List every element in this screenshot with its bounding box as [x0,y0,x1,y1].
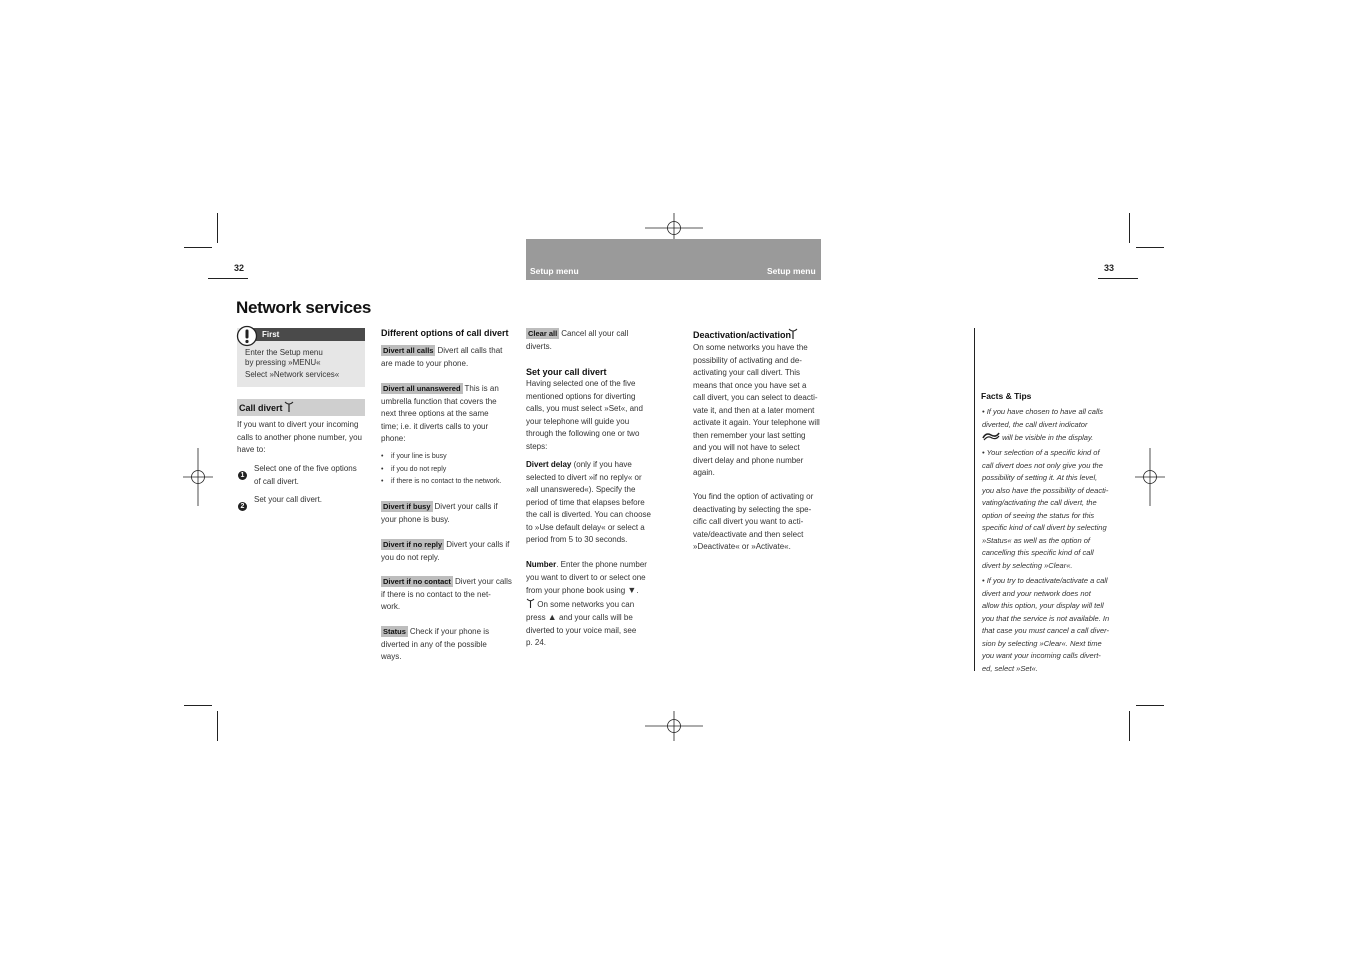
paragraph-line: period from 5 to 30 seconds. [526,535,628,544]
page-number-rule [208,278,248,279]
option-text: Divert your calls if [446,540,510,549]
registration-mark-bottom [645,711,703,741]
network-antenna-icon [526,598,535,608]
option-text: diverted in any of the possible [381,639,487,649]
option-divert-if-no-contact [381,576,516,614]
header-right-label: Setup menu [767,266,816,276]
tip-line: you that the service is not available. In [982,613,1110,623]
call-divert-intro-line: If you want to divert your incoming [237,420,359,429]
paragraph-line: activating your call divert. This [693,368,801,377]
bullet-list [381,451,516,489]
paragraph-line: On some networks you have the [693,343,808,352]
paragraph-line: vate/deactivate and then select [693,529,804,539]
first-line-3: Select »Network services« [245,370,340,379]
paragraph-line: again. [693,468,715,477]
crop-mark [217,711,218,741]
step-number-icon: 1 [238,471,247,480]
call-divert-heading: Call divert [239,403,283,413]
option-text: Cancel all your call [561,329,629,338]
option-text: This is an [464,384,499,393]
tip-line: divert and your network does not [982,588,1091,598]
page-title: Network services [236,298,372,317]
list-item-text: if you do not reply [391,465,447,473]
tip-line: • Your selection of a specific kind of [982,448,1100,457]
call-divert-indicator-icon [982,431,1000,441]
tip-line: allow this option, your display will tell [982,601,1104,610]
arrow-up-icon: ▲ [547,612,557,622]
option-text: you do not reply. [381,552,440,562]
paragraph-line: deactivating by selecting the spe- [693,504,812,514]
step-1-line: of call divert. [254,476,299,486]
option-text: umbrella function that covers the [381,396,497,406]
first-line-1: Enter the Setup menu [245,348,323,357]
crop-mark [1129,213,1130,243]
tip-line: you also have the possibility of deacti- [982,485,1109,495]
paragraph-line: Having selected one of the five [526,379,636,388]
number-paragraph: Number. Enter the phone number you want to divert to or select one from your phone book using ▼. On some networks you can press ▲ and your calls will be diverted to your voice mail, see p. 24. [526,559,656,650]
paragraph-line: then remember your last setting [693,430,806,440]
registration-mark-left [183,448,213,506]
call-divert-intro-line: calls to another phone number, you [237,432,362,442]
paragraph-line: cific call divert you want to acti- [693,517,804,526]
tip-line: • If you have chosen to have all calls [982,407,1104,416]
paragraph-line: »all unanswered«). Specify the [526,485,636,494]
option-text: Divert all calls that [437,346,503,355]
number-label: Number [526,560,557,569]
option-tag: Divert all unanswered [383,384,461,393]
tip-line: divert by selecting »Clear«. [982,560,1073,570]
option-text: next three options at the same [381,409,489,418]
option-tag: Divert if busy [383,502,431,511]
option-divert-if-no-reply [381,539,516,564]
arrow-down-icon: ▼ [627,585,637,595]
paragraph-line: mentioned options for diverting [526,391,636,401]
tip-line: ed, select »Set«. [982,663,1038,673]
option-text: if there is no contact to the net- [381,589,491,599]
tip-line: that case you must cancel a call diver- [982,626,1110,635]
option-text: your phone is busy. [381,514,450,524]
tip-line: »Status« as well as the option of [982,535,1090,545]
tip-line: specific kind of call divert by selecting [982,523,1107,532]
option-text: phone: [381,434,406,443]
header-left-label: Setup menu [530,266,579,276]
option-divert-if-busy [381,501,516,526]
step-1-number [238,464,247,482]
paragraph-line: On some networks you can [537,599,635,609]
tip-3 [982,575,1117,675]
paragraph-line: from your phone book using [526,586,626,595]
option-tag: Divert if no contact [383,577,451,586]
tip-line: possibility of setting it. At this level, [982,473,1098,482]
paragraph-line: press [526,613,546,622]
call-divert-intro-line: have to: [237,445,266,454]
first-line-2: by pressing »MENU« [245,358,321,367]
list-item: • if there is no contact to the network. [381,478,502,485]
facts-heading: Facts & Tips [981,391,1032,401]
tip-line: • If you try to deactivate/activate a call [982,576,1108,585]
call-divert-intro [237,419,362,457]
list-item-text: if your line is busy [391,453,447,460]
crop-mark [217,213,218,243]
exclamation-icon [236,325,258,347]
option-tag: Divert all calls [383,346,434,355]
list-item: • if you do not reply [381,465,447,473]
step-1-text [254,463,357,488]
crop-mark [1136,247,1164,248]
paragraph-line: divert delay and phone number [693,455,804,465]
deactivation-paragraph-2 [693,491,828,554]
paragraph-line: You find the option of activating or [693,492,814,501]
step-number-icon: 2 [238,502,247,511]
option-status [381,626,516,664]
paragraph-line: period of time that elapses before [526,497,645,507]
option-text: are made to your phone. [381,358,469,368]
crop-mark [184,247,212,248]
deactivation-heading: Deactivation/activation [693,330,792,340]
paragraph-line: and your calls will be [558,613,633,622]
network-antenna-icon [284,401,294,413]
option-divert-all-calls [381,345,516,370]
crop-mark [1136,705,1164,706]
step-2-number [238,495,247,513]
paragraph-line: your telephone will guide you [526,416,630,426]
crop-mark [1129,711,1130,741]
option-tag: Status [383,627,406,636]
facts-divider [974,328,975,671]
step-1-line: Select one of the five options [254,464,357,473]
tip-line: vating/activating the call divert, the [982,498,1097,507]
first-label: First [262,330,280,339]
list-item: • if your line is busy [381,453,447,460]
option-text: work. [381,602,401,611]
tip-line: will be visible in the display. [1002,433,1094,442]
page-number-right: 33 [1104,263,1115,273]
step-2-text: Set your call divert. [254,495,323,504]
option-tag: Divert if no reply [383,540,443,549]
option-divert-all-unanswered [381,383,516,446]
option-text: ways. [381,652,402,661]
paragraph-line: selected to divert »if no reply« or [526,472,642,482]
paragraph-line: p. 24. [526,638,547,647]
tip-1 [982,406,1117,445]
options-heading: Different options of call divert [381,328,509,338]
option-text: Check if your phone is [409,627,490,636]
paragraph-line: steps: [526,441,548,451]
option-text: diverts. [526,341,552,351]
tip-line: you want your incoming calls divert- [982,651,1101,660]
paragraph-line: call divert, you can select to deacti- [693,393,818,402]
paragraph-line: calls, you must select »Set«, and [526,404,643,413]
paragraph-line: and you will not have to select [693,443,800,452]
divert-delay-label: Divert delay [526,460,572,469]
page-number-rule [1098,278,1138,279]
divert-delay-paragraph [526,459,656,547]
tip-line: sion by selecting »Clear«. Next time [982,638,1102,648]
paragraph-line: you want to divert to or select one [526,572,646,582]
network-antenna-icon [788,328,798,340]
option-text: time; i.e. it diverts calls to your [381,421,489,431]
option-clear-all [526,328,656,353]
paragraph-line: to »Use default delay« or select a [526,522,645,532]
paragraph-line: through the following one or two [526,429,640,438]
tip-line: option of seeing the status for this [982,510,1095,520]
paragraph-line: means that once you have set a [693,380,807,390]
option-tag: Clear all [528,329,558,338]
deactivation-paragraph-1 [693,342,828,480]
paragraph-line: activate it again. Your telephone will [693,418,820,427]
paragraph-line: diverted to your voice mail, see [526,625,637,635]
set-divert-heading: Set your call divert [526,367,607,377]
tip-line: cancelling this specific kind of call [982,548,1094,557]
paragraph-line: . Enter the phone number [556,560,647,569]
option-text: Divert your calls if [434,502,498,511]
option-text: Divert your calls [454,577,512,586]
paragraph-line: (only if you have [573,460,632,469]
paragraph-line: possibility of activating and de- [693,355,802,365]
paragraph-line: vate it, and then at a later moment [693,405,815,415]
paragraph-line: the call is diverted. You can choose [526,510,651,519]
tip-line: diverted, the call divert indicator [982,419,1088,429]
crop-mark [184,705,212,706]
page-number-left: 32 [234,263,245,273]
set-divert-paragraph [526,378,656,453]
paragraph-line: »Deactivate« or »Activate«. [693,542,791,551]
tip-line: call divert does not only give you the [982,460,1103,470]
tip-2 [982,447,1117,572]
list-item-text: if there is no contact to the network. [391,478,502,485]
registration-mark-right [1135,448,1165,506]
